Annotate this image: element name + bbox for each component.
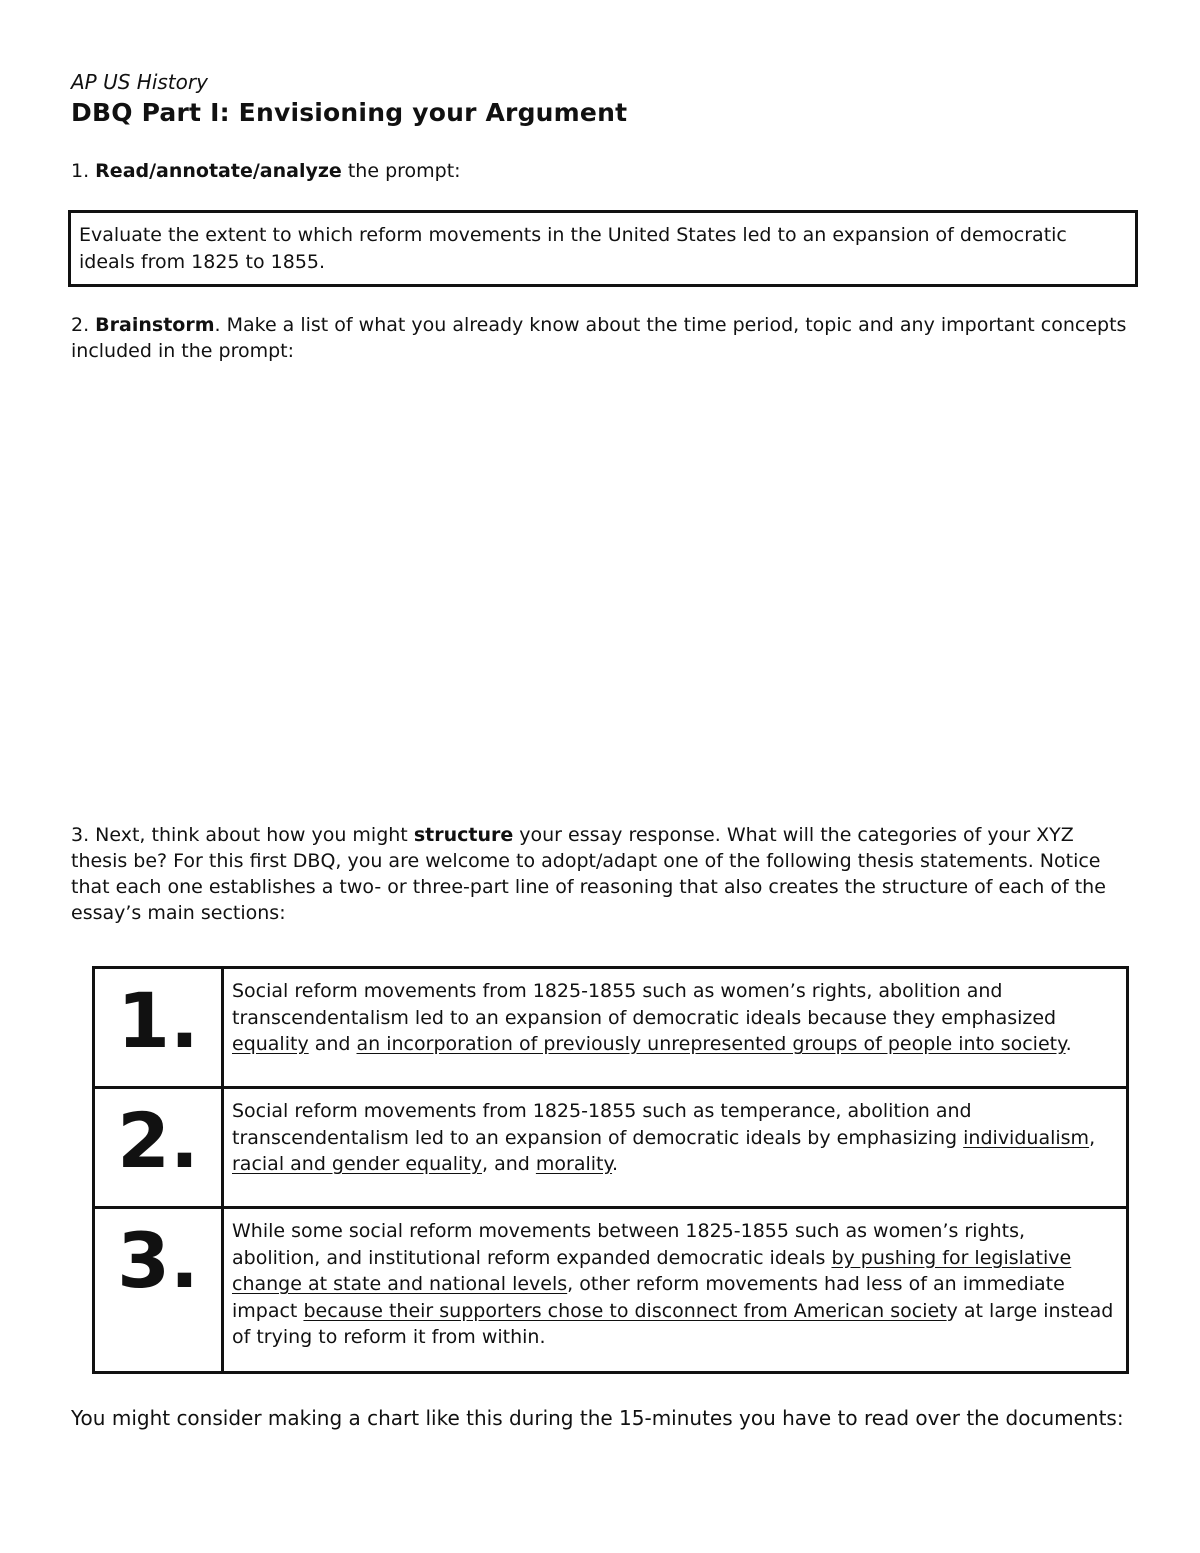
thesis-text-1 <box>223 968 1128 1088</box>
thesis-text-2 <box>223 1088 1128 1208</box>
thesis-2-claim-1: individualism <box>963 1126 1090 1149</box>
thesis-1-part-1: Social reform movements from 1825-1855 such as women’s rights, abolition and transcendentalism led to an expansion of democratic ideals because they emphasized <box>232 980 1057 1029</box>
thesis-number-1: 1. <box>94 968 223 1088</box>
thesis-1-part-2: and <box>308 1033 357 1055</box>
page-title: DBQ Part I: Envisioning your Argument <box>71 98 628 127</box>
prompt-text: Evaluate the extent to which reform movements in the United States led to an expansion of democratic ideals from 1825 to 1855. <box>79 224 1067 273</box>
thesis-3-part-3: y at large instead of trying to reform it from within. <box>232 1299 1114 1348</box>
thesis-3-part-2: , other reform movements had less of an immediate impact <box>232 1273 1065 1322</box>
step-2-number: 2. <box>71 314 96 336</box>
thesis-3-claim-1: by pushing for legislative change at state and national levels <box>232 1246 1072 1295</box>
closing-instruction: You might consider making a chart like this during the 15-minutes you have to read over the documents: <box>71 1406 1124 1430</box>
step-2-text: . Make a list of what you already know about the time period, topic and any important concepts included in the prompt: <box>71 314 1127 362</box>
course-name: AP US History <box>71 70 208 94</box>
prompt-box <box>68 210 1138 287</box>
thesis-row-2 <box>94 1088 1128 1208</box>
step-1-text: the prompt: <box>341 160 461 182</box>
step-3-keyword: structure <box>413 824 514 846</box>
thesis-text-3 <box>223 1208 1128 1373</box>
thesis-number-2: 2. <box>94 1088 223 1208</box>
thesis-number-3: 3. <box>94 1208 223 1373</box>
step-2-instruction <box>71 312 1131 364</box>
thesis-2-part-1: Social reform movements from 1825-1855 such as temperance, abolition and transcendentalism led to an expansion of democratic ideals by emphasizing <box>232 1100 972 1149</box>
step-3-intro: 3. Next, think about how you might <box>71 824 414 846</box>
thesis-1-part-3: . <box>1065 1033 1072 1055</box>
thesis-2-part-3: , and <box>482 1153 536 1175</box>
step-3-text: your essay response. What will the categories of your XYZ thesis be? For this first DBQ, you are welcome to adopt/adapt one of the following thesis statements. Notice that each one establishes a two- or three-part line of reasoning that also creates the structure of each of the essay’s main sections: <box>71 824 1106 924</box>
thesis-3-claim-2: because their supporters chose to disconnect from American societ <box>303 1299 947 1322</box>
thesis-table <box>92 966 1129 1374</box>
thesis-2-part-2: , <box>1089 1126 1096 1149</box>
thesis-1-claim-2: an incorporation of previously unrepresented groups of people into society <box>356 1033 1066 1055</box>
step-3-instruction <box>71 822 1131 926</box>
thesis-3-part-1: While some social reform movements between 1825-1855 such as women’s rights, abolition, and institutional reform expanded democratic ideals <box>232 1220 1026 1269</box>
thesis-2-claim-2: racial and gender equality <box>232 1153 483 1175</box>
thesis-row-3 <box>94 1208 1128 1373</box>
worksheet-page <box>71 68 1131 1452</box>
step-1-instruction <box>71 158 1131 184</box>
step-1-keyword: Read/annotate/analyze <box>95 160 342 182</box>
thesis-1-claim-1: equality <box>232 1033 309 1055</box>
step-2-keyword: Brainstorm <box>95 314 215 336</box>
thesis-2-part-4: . <box>612 1153 619 1175</box>
step-1-number: 1. <box>71 160 96 182</box>
thesis-row-1 <box>94 968 1128 1088</box>
thesis-2-claim-3: morality <box>535 1153 613 1175</box>
brainstorm-blank-space <box>71 364 1131 822</box>
